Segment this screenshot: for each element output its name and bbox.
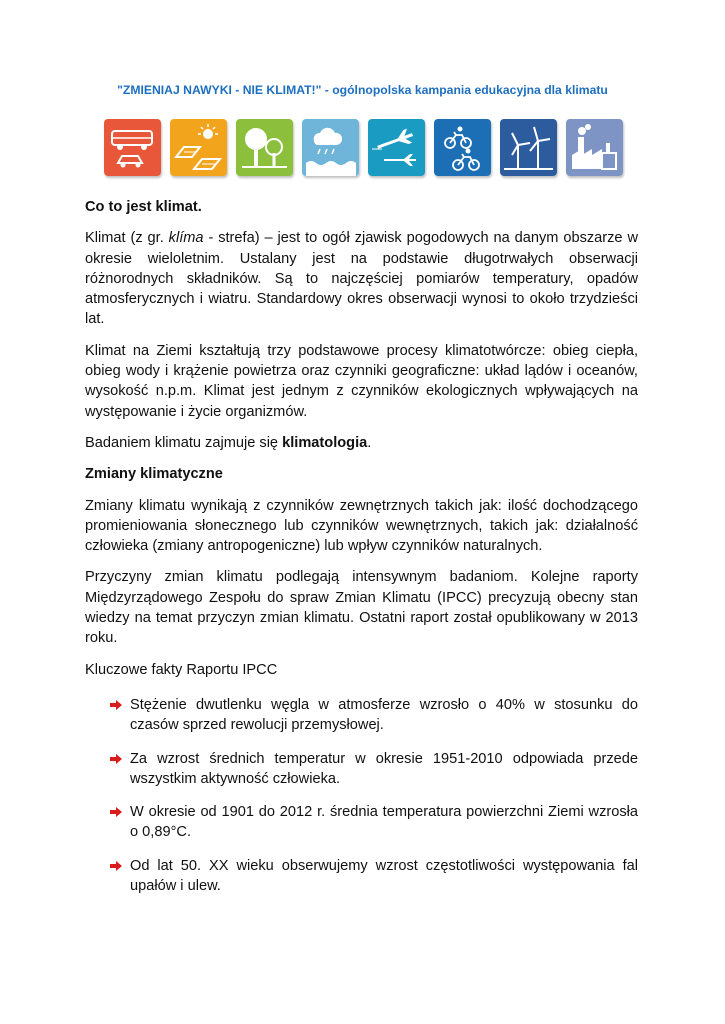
- cycling-icon: [434, 119, 491, 176]
- arrow-bullet-icon: [110, 700, 122, 710]
- weather-icon: [302, 119, 359, 176]
- planes-icon: [368, 119, 425, 176]
- section-heading-climate: Co to jest klimat.: [85, 199, 202, 215]
- climate-change-factors-paragraph: Zmiany klimatu wynikają z czynników zewnętrznych takich jak: ilość dochodzącego promieniowania słonecznego lub czynników wewnętrznych, takich jak: działalność człowieka (zmiany antropogeniczne) lub wpływ czynników naturalnych.: [85, 497, 638, 555]
- arrow-bullet-icon: [110, 861, 122, 871]
- transport-icon: [104, 119, 161, 176]
- campaign-title: "ZMIENIAJ NAWYKI - NIE KLIMAT!" - ogólnopolska kampania edukacyjna dla klimatu: [117, 83, 608, 97]
- solar-icon: [170, 119, 227, 176]
- list-item: Stężenie dwutlenku węgla w atmosferze wzrosło o 40% w stosunku do czasów sprzed rewolucji przemysłowej.: [85, 695, 638, 736]
- trees-icon: [236, 119, 293, 176]
- ipcc-reports-paragraph: Przyczyny zmian klimatu podlegają intensywnym badaniom. Kolejne raporty Międzyrządowego Zespołu do spraw Zmian Klimatu (IPCC) precyzują obecny stan wiedzy na temat przyczyn zmian klimatu. Ostatni raport został opublikowany w 2013 roku.: [85, 569, 638, 647]
- climate-processes-paragraph: Klimat na Ziemi kształtują trzy podstawowe procesy klimatotwórcze: obieg ciepła, obieg wody i krążenie powietrza oraz czynniki geograficzne: układ lądów i oceanów, wysokość n.p.m. Klimat jest jednym z czynników ekologicznych wpływających na występowanie i życie organizmów.: [85, 342, 638, 420]
- climate-definition-paragraph: Klimat (z gr. klíma - strefa) – jest to ogół zjawisk pogodowych na danym obszarze w okresie wieloletnim. Ustalany jest na podstawie długotrwałych obserwacji różnorodnych składników. Są to najczęściej pomiarów temperatury, opadów atmosferycznych i wiatru. Standardowy okres obserwacji wynosi to około trzydzieści lat.: [85, 230, 638, 328]
- list-item: Od lat 50. XX wieku obserwujemy wzrost częstotliwości występowania fal upałów i ulew.: [85, 856, 638, 897]
- article-body: [85, 197, 638, 896]
- ipcc-facts-intro: Kluczowe fakty Raportu IPCC: [85, 661, 278, 678]
- list-item: Za wzrost średnich temperatur w okresie 1951-2010 odpowiada przede wszystkim aktywność człowieka.: [85, 749, 638, 790]
- arrow-bullet-icon: [110, 807, 122, 817]
- list-item: W okresie od 1901 do 2012 r. średnia temperatura powierzchni Ziemi wzrosła o 0,89°C.: [85, 802, 638, 843]
- wind-turbine-icon: [500, 119, 557, 176]
- arrow-bullet-icon: [110, 754, 122, 764]
- campaign-icons-strip: [104, 119, 624, 177]
- factory-icon: [566, 119, 623, 176]
- climatology-paragraph: Badaniem klimatu zajmuje się klimatologia.: [85, 434, 372, 451]
- section-heading-climate-change: Zmiany klimatyczne: [85, 466, 223, 483]
- ipcc-facts-list: [85, 695, 638, 896]
